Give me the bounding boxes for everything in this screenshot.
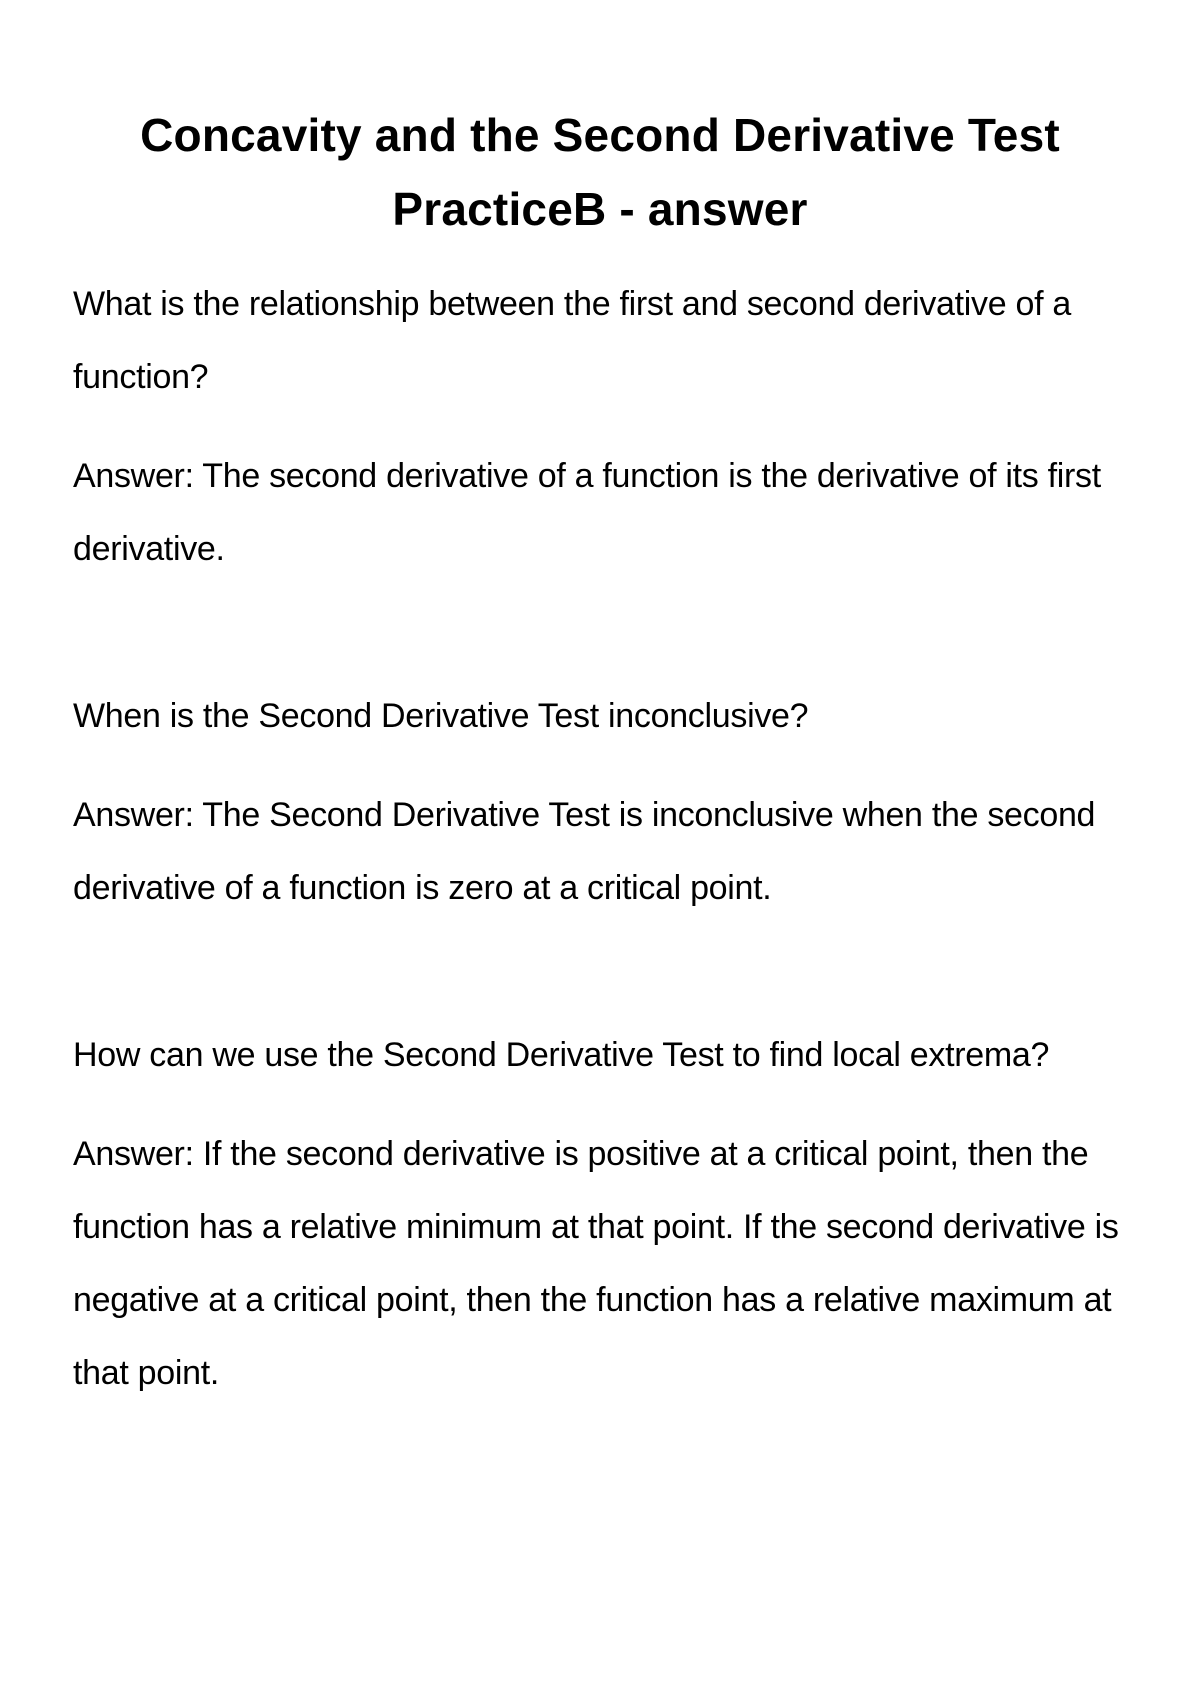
title-line-2: PracticeB - answer bbox=[392, 183, 808, 235]
answer-text: Answer: The Second Derivative Test is inconclusive when the second derivative of a function is zero at a critical point. bbox=[73, 796, 1096, 907]
qa-item-1 bbox=[73, 268, 1127, 586]
answer-text: Answer: If the second derivative is positive at a critical point, then the function has a relative minimum at that point. If the second derivative is negative at a critical point, then the function has a relative maximum at that point. bbox=[73, 1135, 1119, 1392]
question-text: How can we use the Second Derivative Test to find local extrema? bbox=[73, 1036, 1050, 1074]
title-line-1: Concavity and the Second Derivative Test bbox=[140, 109, 1060, 161]
question-text: What is the relationship between the first and second derivative of a function? bbox=[73, 285, 1071, 396]
question-text: When is the Second Derivative Test inconclusive? bbox=[73, 697, 809, 735]
qa-item-2 bbox=[73, 680, 1127, 925]
answer-text: Answer: The second derivative of a function is the derivative of its first derivative. bbox=[73, 457, 1101, 568]
qa-item-3 bbox=[73, 1019, 1127, 1410]
qa-list bbox=[73, 268, 1127, 1410]
page-title bbox=[73, 0, 1127, 246]
